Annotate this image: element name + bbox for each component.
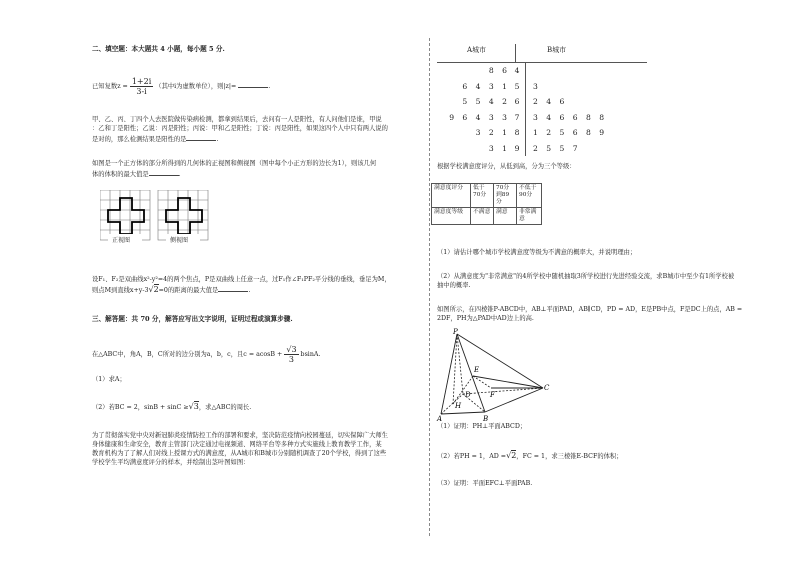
vertex-E: E bbox=[474, 366, 480, 374]
q13-suffix: （其中i为虚数单位），则|z|= bbox=[155, 83, 237, 90]
q18-line3: 教育机构为了了解人们对线上授课方式的满意度，从A城市和B城市分别随机调查了20个学校，得到了这些 bbox=[92, 449, 387, 457]
q17-sqrt-sign: √ bbox=[188, 402, 194, 411]
q15-end: . bbox=[178, 170, 181, 178]
vertex-H: H bbox=[455, 402, 462, 410]
front-view-cross bbox=[108, 198, 144, 234]
side-view-cross bbox=[166, 198, 202, 234]
q18-part1: （1）请估计哪个城市学校满意度等级为不满意的概率大，并说明理由； bbox=[437, 249, 637, 256]
q17-part2b: ，求△ABC的周长. bbox=[198, 404, 252, 411]
stem-leaf-row bbox=[437, 79, 647, 95]
q17-fraction bbox=[284, 345, 298, 364]
stem-leaf-divider bbox=[525, 141, 526, 157]
q15-side-label: 侧视图 bbox=[170, 237, 189, 244]
section2-heading: 二、填空题：本大题共 4 小题，每小题 5 分. bbox=[92, 45, 225, 53]
stem-leaf-row bbox=[437, 63, 647, 79]
section3-heading: 三、解答题：共 70 分，解答应写出文字说明，证明过程或演算步骤. bbox=[92, 315, 293, 323]
stem-leaf-header-a: A城市 bbox=[467, 46, 487, 54]
q14-end: . bbox=[216, 135, 219, 143]
grade-cell: 满意度评分 bbox=[432, 184, 471, 208]
q19-line2: 2DF，PH为△PAD中AD边上的高. bbox=[437, 314, 534, 322]
q15-front-label: 正视图 bbox=[112, 237, 131, 244]
q17-intro-b: bsinA. bbox=[300, 351, 321, 358]
q13-answer-blank[interactable] bbox=[238, 81, 271, 90]
q13 bbox=[92, 77, 270, 96]
stem-leaf-row bbox=[437, 141, 647, 157]
edge-EC bbox=[473, 376, 543, 388]
grade-cell: 不满意 bbox=[471, 208, 494, 225]
q14-answer-blank[interactable] bbox=[186, 134, 219, 143]
q13-fraction bbox=[130, 77, 153, 96]
q19-part2b: ，FC = 1，求三棱锥E-BCF的体积； bbox=[516, 453, 623, 460]
q18-part2 bbox=[437, 273, 773, 291]
stem-leaf-right-leaves: 2 5 5 7 bbox=[533, 143, 578, 153]
grade-cell: 不低于90分 bbox=[517, 184, 542, 208]
stem-leaf-stem: 9 bbox=[514, 143, 520, 153]
stem-leaf-stem: 8 bbox=[514, 128, 520, 137]
q15 bbox=[92, 160, 422, 180]
q16-sqrt-value: 2 bbox=[153, 284, 159, 294]
stem-leaf-header bbox=[437, 44, 647, 63]
q16-line2b: =0的距离的最大值是 bbox=[158, 286, 219, 294]
stem-leaf-header-b: B城市 bbox=[547, 46, 567, 54]
stem-leaf-left-leaves: 5 5 4 2 bbox=[462, 97, 507, 106]
q14-line2: ：乙和丁是阳性；乙说：丙是阳性；丙说：甲和乙是阳性；丁说：丙是阳性，如果这四个人中只有两人说的 bbox=[92, 124, 388, 132]
q19-intro bbox=[437, 306, 773, 324]
q17-part2 bbox=[92, 403, 251, 413]
vertex-C: C bbox=[544, 384, 550, 392]
stem-leaf-header-divider bbox=[515, 44, 516, 62]
q17-frac-den: 3 bbox=[288, 355, 294, 364]
q13-prefix: 已知复数z = bbox=[92, 83, 128, 90]
q18-part2-line2: 抽中的概率. bbox=[437, 281, 471, 289]
vertex-D: D bbox=[465, 391, 471, 399]
grade-cell: 满意度等级 bbox=[432, 208, 471, 225]
stem-leaf-left-leaves: 8 6 bbox=[488, 66, 507, 75]
vertex-A: A bbox=[437, 415, 443, 422]
grade-cell: 低于70分 bbox=[471, 184, 494, 208]
q15-line1: 如图是一个正方体的部分所得到的几何体的正视图和侧视图（图中每个小正方形的边长为1），则该几何 bbox=[92, 160, 377, 167]
q14-line3: 是对的，那么检测结果是阳性的是 bbox=[92, 135, 187, 143]
stem-leaf-left-leaves: 9 6 4 3 3 bbox=[449, 112, 507, 122]
q16-sqrt-sign: √ bbox=[148, 284, 154, 294]
q17-sqrt-value: 3 bbox=[193, 402, 199, 411]
q17-intro-a: 在△ABC中，角A，B，C所对的边分别为a，b，c，且c = acosB + bbox=[92, 351, 283, 358]
stem-leaf-stem: 5 bbox=[514, 81, 520, 91]
q18-line1: 为了贯彻落实党中央对新冠肺炎疫情防控工作的部署和要求，坚决防范疫情向校园蔓延，切实保障广大师生 bbox=[92, 432, 388, 439]
edge-AB bbox=[441, 412, 485, 414]
q15-line2: 体的体积的最大值是 bbox=[92, 170, 149, 178]
stem-leaf-right-leaves: 2 4 6 bbox=[533, 97, 565, 106]
q19-sqrt-value: 2 bbox=[511, 451, 517, 460]
stem-leaf-right-leaves: 3 4 6 6 8 8 bbox=[533, 112, 605, 122]
grade-table-row bbox=[432, 184, 542, 208]
stem-leaf-divider bbox=[525, 125, 526, 141]
q16-line1: 设F₁、F₂是双曲线x²-y²=4的两个焦点，P是双曲线上任意一点，过F₁作∠F₁PF₂平分线的垂线，垂足为M， bbox=[92, 276, 391, 283]
q17-intro bbox=[92, 345, 320, 364]
vertex-F: F bbox=[490, 391, 495, 399]
q18-part2-line1: （2）从满意度为"非常满意"的4所学校中随机抽取3所学校进行先进经验交流，求B城市中至少有1所学校被 bbox=[437, 273, 735, 280]
stem-leaf-left-leaves: 3 2 1 bbox=[475, 128, 507, 137]
vertex-P: P bbox=[453, 328, 458, 336]
q16-end: . bbox=[248, 286, 251, 294]
stem-leaf-stem: 7 bbox=[514, 112, 520, 122]
grade-table bbox=[431, 183, 542, 225]
q14-line1: 甲、乙、丙、丁四个人去医院做传染病检测，都拿到结果后，去问有一人是阳性，有人问他们是谁，甲说 bbox=[92, 116, 382, 123]
grade-cell: 满意 bbox=[494, 208, 517, 225]
q19-sqrt-sign: √ bbox=[506, 451, 512, 460]
q16 bbox=[92, 276, 422, 296]
stem-leaf-row bbox=[437, 94, 647, 110]
stem-leaf-divider bbox=[525, 79, 526, 95]
q17-part1: （1）求A； bbox=[92, 376, 126, 383]
edge-PB bbox=[457, 334, 485, 412]
q18-line2: 身体健康和生命安全，教育主管部门决定通过电视频道、网络平台等多种方式实施线上教育教学工作，某 bbox=[92, 440, 382, 448]
stem-leaf-row bbox=[437, 110, 647, 126]
vertex-B: B bbox=[483, 415, 489, 422]
q15-answer-blank[interactable] bbox=[149, 169, 179, 176]
grade-cell: 非常满意 bbox=[517, 208, 542, 225]
stem-leaf-divider bbox=[525, 63, 526, 79]
q19-line1: 如图所示，在四棱锥P-ABCD中，AB⊥平面PAD，AB∥CD，PD = AD，E是PB中点，F是DC上的点，AB = bbox=[437, 306, 743, 313]
q16-answer-blank[interactable] bbox=[218, 285, 251, 294]
q19-part3: （3）证明：平面EFC⊥平面PAB. bbox=[437, 480, 533, 487]
grade-cell: 70分到89分 bbox=[494, 184, 517, 208]
q16-line2a: 则点M到直线x+y-3 bbox=[92, 286, 149, 294]
column-divider bbox=[429, 38, 430, 536]
stem-leaf-left-leaves: 3 1 bbox=[488, 143, 507, 153]
q13-frac-num: 1+2i bbox=[131, 77, 152, 86]
q18-line4: 学校学生平均满意度评分的样本，并绘制出茎叶图如图： bbox=[92, 458, 250, 466]
stem-leaf-stem: 6 bbox=[514, 97, 520, 106]
stem-leaf-stem: 4 bbox=[514, 66, 520, 75]
grade-intro: 根据学校满意度评分，从低到高，分为三个等级： bbox=[437, 163, 576, 170]
q13-frac-den: 3-i bbox=[136, 87, 147, 96]
stem-leaf-left-leaves: 6 4 3 1 bbox=[462, 81, 507, 91]
q17-frac-num: √3 bbox=[286, 345, 297, 354]
grade-table-wrap bbox=[431, 183, 542, 225]
stem-leaf-right-leaves: 1 2 5 6 8 9 bbox=[533, 128, 605, 137]
stem-leaf-divider bbox=[525, 94, 526, 110]
q17-part2a: （2）若BC = 2，sinB + sinC ≥ bbox=[92, 404, 189, 411]
q19-part1: （1）证明：PH⊥平面ABCD； bbox=[437, 423, 527, 430]
pyramid-figure bbox=[433, 326, 557, 422]
q19-part2 bbox=[437, 452, 623, 462]
stem-leaf-row bbox=[437, 125, 647, 141]
q14 bbox=[92, 116, 420, 145]
stem-leaf-rows bbox=[437, 63, 647, 156]
q13-end: . bbox=[268, 83, 271, 90]
stem-leaf-divider bbox=[525, 110, 526, 126]
stem-leaf-right-leaves: 3 bbox=[533, 81, 538, 91]
grade-table-row bbox=[432, 208, 542, 225]
q19-part2a: （2）若PH = 1，AD = bbox=[437, 453, 507, 460]
stem-leaf-plot bbox=[437, 44, 647, 156]
q18-intro bbox=[92, 432, 422, 468]
